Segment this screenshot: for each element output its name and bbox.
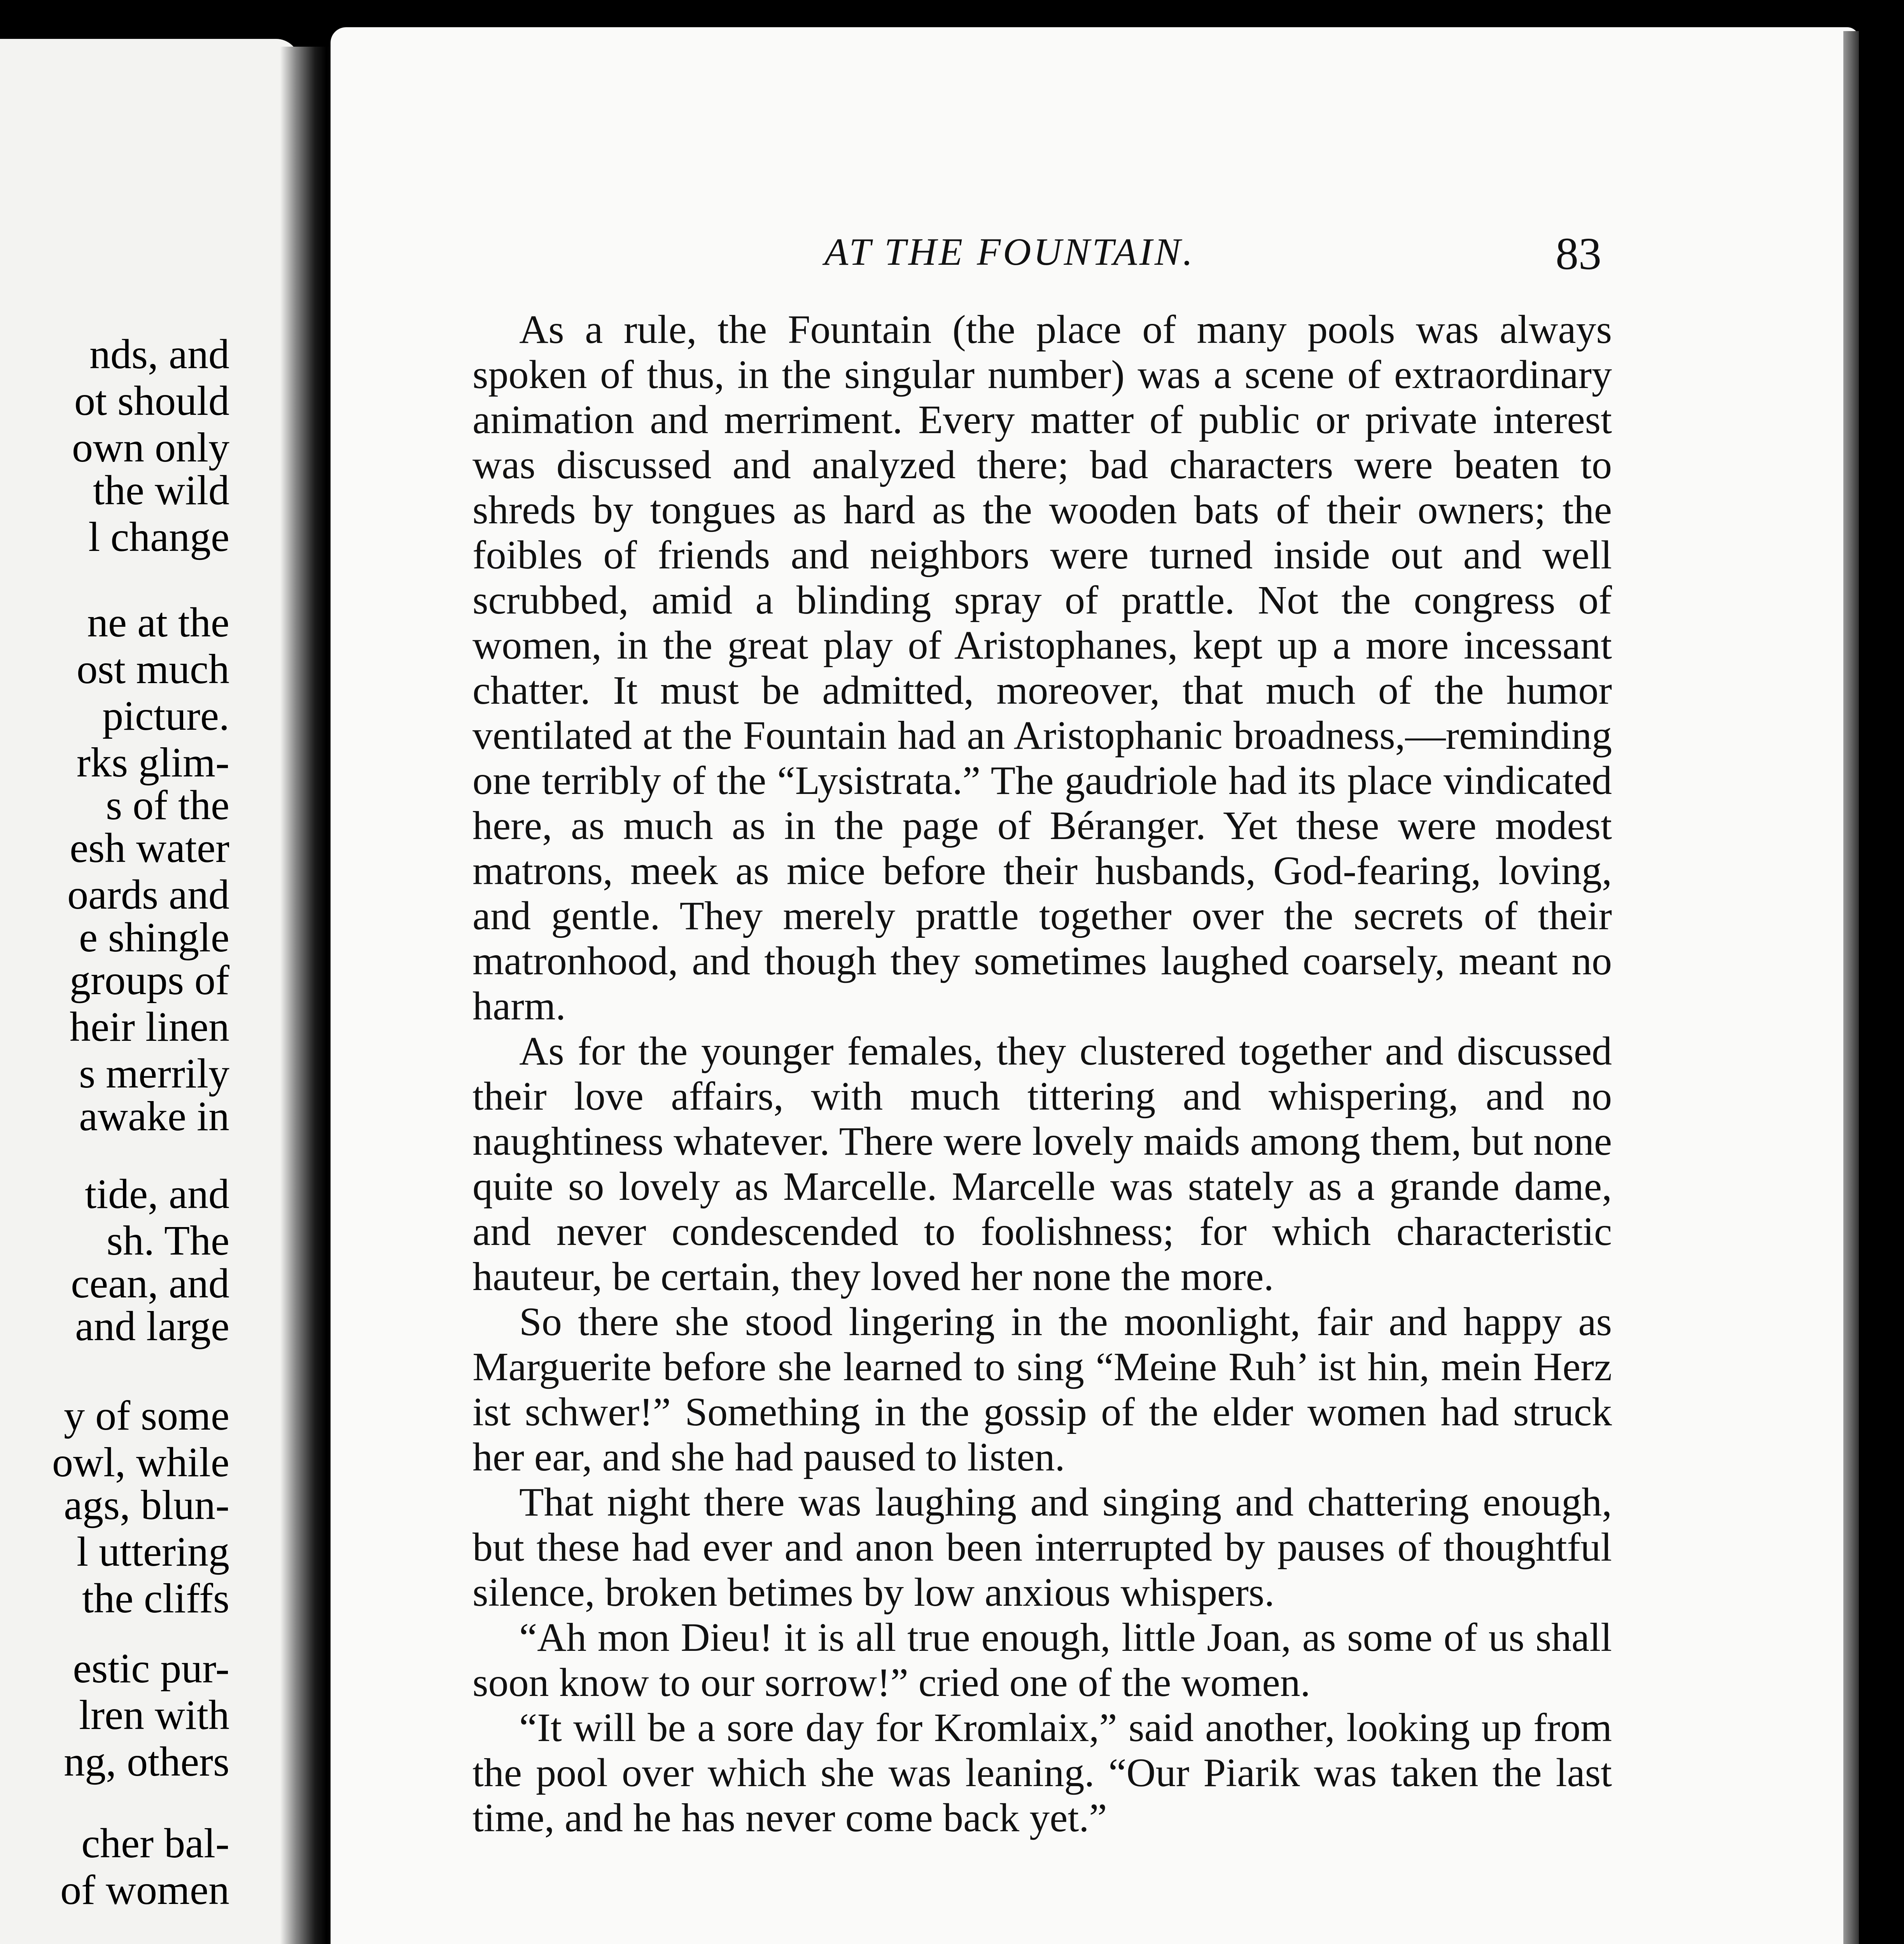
paragraph: “Ah mon Dieu! it is all true enough, little Joan, as some of us shall soon know to our sorrow!” cried one of the women. [472, 1615, 1612, 1705]
page-edge [1843, 31, 1859, 1944]
page-number: 83 [1556, 228, 1601, 279]
left-page-line: rks glim- [77, 739, 229, 786]
left-page-line: l uttering [77, 1529, 229, 1575]
left-page-line: cher bal- [81, 1820, 229, 1867]
left-page-line: heir linen [70, 1004, 229, 1050]
left-page-line: ng, others [64, 1739, 229, 1785]
body-text [472, 307, 1612, 1841]
left-page-line: of women [60, 1867, 229, 1913]
left-page-line: esh water [70, 825, 229, 871]
left-page-line: cean, and [71, 1260, 229, 1307]
left-page-line: awake in [79, 1093, 229, 1140]
left-page-line: e shingle [79, 914, 229, 961]
left-page-line: ost much [77, 646, 229, 692]
left-page-line: s of the [106, 782, 229, 829]
left-page-line: ot should [74, 378, 229, 424]
left-page-line: oards and [67, 872, 229, 918]
left-page-line: tide, and [85, 1171, 229, 1217]
paragraph: “It will be a sore day for Kromlaix,” said another, looking up from the pool over which she was leaning. “Our Piarik was taken the last time, and he has never come back yet.” [472, 1705, 1612, 1840]
left-page-line: estic pur- [73, 1645, 229, 1692]
left-page-line: nds, and [89, 331, 229, 378]
left-page-line: and large [75, 1303, 229, 1350]
paragraph: So there she stood lingering in the moonlight, fair and happy as Marguerite before she learned to sing “Meine Ruh’ ist hin, mein Herz ist schwer!” Something in the gossip of the elder women had struck her ear, and she had paused to listen. [472, 1299, 1612, 1479]
left-page-line: owl, while [52, 1439, 229, 1486]
left-page-line: picture. [102, 693, 229, 739]
paragraph: As for the younger females, they clustered together and discussed their love affairs, with much tittering and whispering, and no naughtiness whatever. There were lovely maids among them, but none quite so lovely as Marcelle. Marcelle was stately as a grande dame, and never condescended to foolishness; for which characteristic hauteur, be certain, they loved her none the more. [472, 1029, 1612, 1299]
left-page-line: s merrily [79, 1051, 229, 1097]
left-page-line: groups of [70, 957, 229, 1003]
left-page-line: l change [88, 514, 229, 560]
left-page [0, 39, 299, 1944]
running-head: AT THE FOUNTAIN. [824, 230, 1195, 273]
left-page-line: own only [72, 425, 229, 471]
left-page-line: lren with [79, 1692, 229, 1738]
left-page-line: the cliffs [82, 1575, 229, 1622]
paragraph: As a rule, the Fountain (the place of many pools was always spoken of thus, in the singular number) was a scene of extraordinary animation and merriment. Every matter of public or private interest was discussed and analyzed there; bad characters were beaten to shreds by tongues as hard as the wooden bats of their owners; the foibles of friends and neighbors were turned inside out and well scrubbed, amid a blinding spray of prattle. Not the congress of women, in the great play of Aristophanes, kept up a more incessant chatter. It must be admitted, moreover, that much of the humor ventilated at the Fountain had an Aristophanic broadness,—reminding one terribly of the “Lysistrata.” The gaudriole had its place vindicated here, as much as in the page of Béranger. Yet these were modest matrons, meek as mice before their husbands, God-fearing, loving, and gentle. They merely prattle together over the secrets of their matronhood, and though they sometimes laughed coarsely, meant no harm. [472, 307, 1612, 1028]
left-page-line: the wild [93, 467, 229, 514]
left-page-line: y of some [64, 1393, 229, 1439]
left-page-line: ags, blun- [64, 1482, 229, 1528]
left-page-line: sh. The [107, 1218, 229, 1264]
left-page-line: ne at the [87, 600, 229, 646]
paragraph: That night there was laughing and singing and chattering enough, but these had ever and anon been interrupted by pauses of thoughtful silence, broken betimes by low anxious whispers. [472, 1480, 1612, 1615]
